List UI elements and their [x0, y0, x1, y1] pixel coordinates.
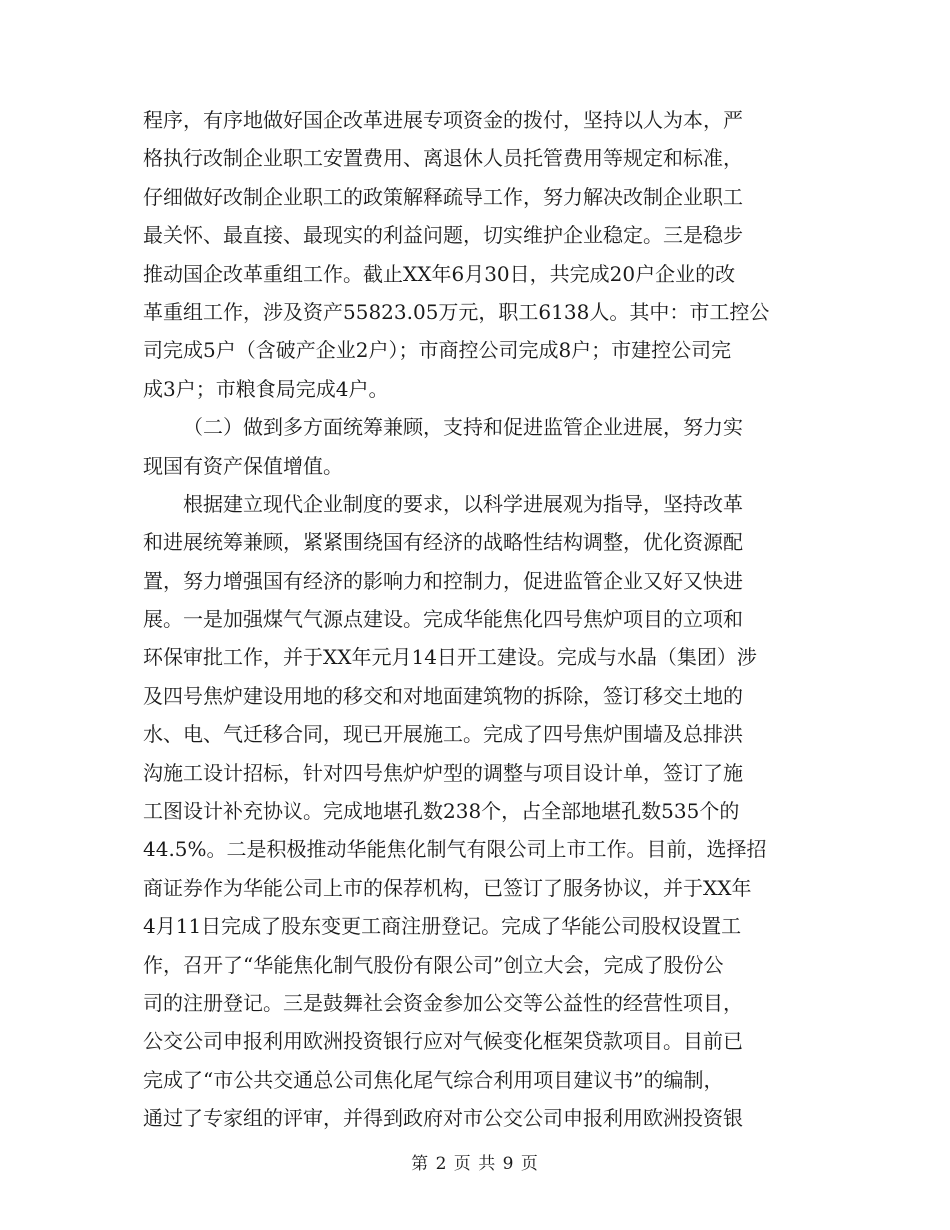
- text-line: 沟施工设计招标，针对四号焦炉炉型的调整与项目设计单，签订了施: [143, 760, 743, 785]
- text-line: 4月11日完成了股东变更工商注册登记。完成了华能公司股权设置工: [143, 914, 742, 939]
- text-line: 最关怀、最直接、最现实的利益问题，切实维护企业稳定。三是稳步: [143, 223, 743, 248]
- page-number-footer: 第 2 页 共 9 页: [411, 1154, 539, 1174]
- text-line: 作，召开了“华能焦化制气股份有限公司”创立大会，完成了股份公: [143, 952, 724, 977]
- text-line: 司的注册登记。三是鼓舞社会资金参加公交等公益性的经营性项目，: [143, 990, 743, 1015]
- text-line: 格执行改制企业职工安置费用、离退休人员托管费用等规定和标准，: [143, 146, 743, 171]
- text-line: 司完成5户（含破产企业2户）；市商控公司完成8户；市建控公司完: [143, 338, 732, 363]
- text-line: 环保审批工作，并于XX年元月14日开工建设。完成与水晶（集团）涉: [143, 645, 757, 670]
- text-line: 革重组工作，涉及资产55823.05万元，职工6138人。其中：市工控公: [143, 299, 770, 324]
- text-line: 完成了“市公共交通总公司焦化尾气综合利用项目建议书”的编制，: [143, 1067, 724, 1092]
- text-line: 置，努力增强国有经济的影响力和控制力，促进监管企业又好又快进: [143, 568, 743, 593]
- text-line: 公交公司申报利用欧洲投资银行应对气候变化框架贷款项目。目前已: [143, 1029, 743, 1054]
- section-heading-line: （二）做到多方面统筹兼顾，支持和促进监管企业进展，努力实: [183, 415, 743, 440]
- text-line: 水、电、气迁移合同，现已开展施工。完成了四号焦炉围墙及总排洪: [143, 722, 743, 747]
- text-line: 商证券作为华能公司上市的保荐机构，已签订了服务协议，并于XX年: [143, 875, 752, 900]
- text-line: 44.5%。二是积极推动华能焦化制气有限公司上市工作。目前，选择招: [143, 837, 767, 862]
- text-line: 展。一是加强煤气气源点建设。完成华能焦化四号焦炉项目的立项和: [143, 607, 743, 632]
- text-line: 及四号焦炉建设用地的移交和对地面建筑物的拆除，签订移交土地的: [143, 683, 743, 708]
- text-line: 程序，有序地做好国企改革进展专项资金的拨付，坚持以人为本，严: [143, 108, 743, 132]
- text-line: 工图设计补充协议。完成地堪孔数238个，占全部地堪孔数535个的: [143, 799, 740, 824]
- text-line: 仔细做好改制企业职工的政策解释疏导工作，努力解决改制企业职工: [143, 184, 743, 209]
- text-line: 根据建立现代企业制度的要求，以科学进展观为指导，坚持改革: [183, 491, 743, 516]
- document-body: [143, 101, 811, 1138]
- text-line: 推动国企改革重组工作。截止XX年6月30日，共完成20户企业的改: [143, 261, 736, 286]
- section-heading-line: 现国有资产保值增值。: [143, 453, 343, 478]
- text-line: 和进展统筹兼顾，紧紧围绕国有经济的战略性结构调整，优化资源配: [143, 530, 743, 555]
- text-line: 通过了专家组的评审，并得到政府对市公交公司申报利用欧洲投资银: [143, 1106, 743, 1131]
- text-line: 成3户；市粮食局完成4户。: [143, 376, 389, 401]
